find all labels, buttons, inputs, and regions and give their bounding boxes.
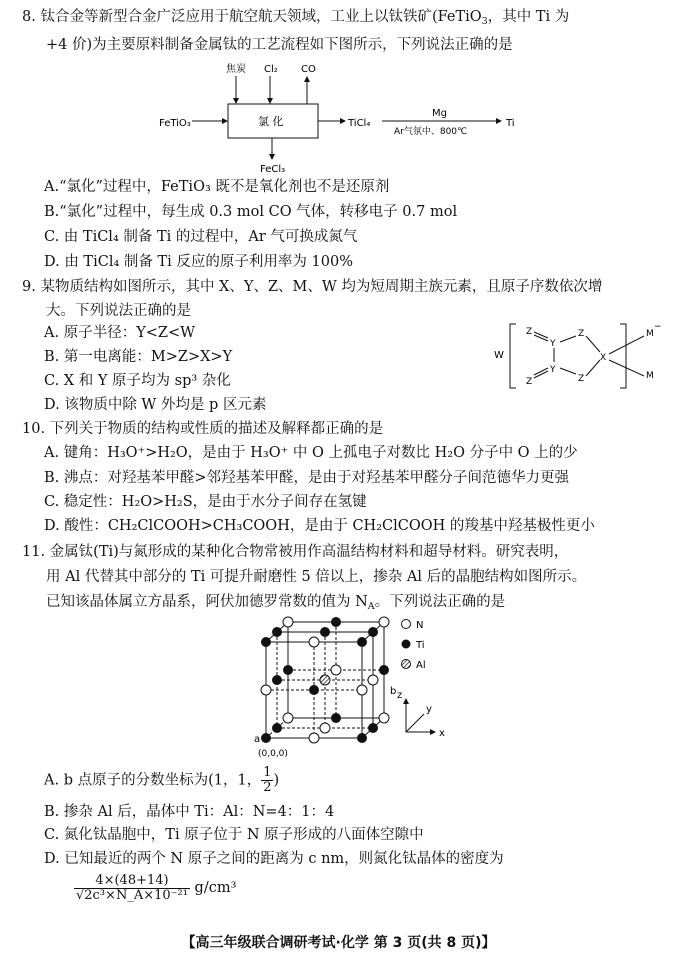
q9-option-d: D. 该物质中除 W 外均是 p 区元素	[44, 397, 267, 413]
q9-option-a: A. 原子半径：Y<Z<W	[44, 325, 196, 341]
y-label-top: Y	[550, 339, 556, 349]
ticl4-label: TiCl₄	[348, 118, 371, 129]
coke-label: 焦炭	[226, 64, 246, 75]
charge-label: −	[654, 322, 662, 332]
axis-x-label: x	[439, 728, 445, 739]
q8-stem-line2: +4 价)为主要原料制备金属钛的工艺流程如下图所示，下列说法正确的是	[46, 37, 513, 53]
q10-option-d: D. 酸性：CH₂ClCOOH>CH₃COOH，是由于 CH₂ClCOOH 的羧基中羟基极性更小	[44, 518, 595, 534]
q11-density-formula: $\frac{4\times(48+14)}{\text{√2c³×N\_A×10⁻²¹}}$ g/cm³	[76, 872, 237, 903]
q8-option-b: B.“氯化”过程中，每生成 0.3 mol CO 气体，转移电子 0.7 mol	[44, 204, 458, 220]
co-label: CO	[301, 64, 316, 75]
fecl3-label: FeCl₃	[260, 164, 286, 175]
y-label-bottom: Y	[550, 365, 556, 375]
q10-stem: 10. 下列关于物质的结构或性质的描述及解释都正确的是	[22, 421, 384, 437]
z-label-lower-right: Z	[578, 374, 585, 384]
q9-option-b: B. 第一电离能：M>Z>X>Y	[44, 349, 233, 365]
q10-option-a: A. 键角：H₃O⁺>H₂O，是由于 H₃O⁺ 中 O 上孤电子对数比 H₂O 分子中 O 上的少	[44, 445, 578, 461]
q10-option-c: C. 稳定性：H₂O>H₂S，是由于水分子间存在氢键	[44, 494, 367, 510]
q8-option-a: A.“氯化”过程中，FeTiO₃ 既不是氧化剂也不是还原剂	[44, 179, 390, 195]
cl2-label: Cl₂	[264, 64, 278, 75]
q11-stem-line2: 用 Al 代替其中部分的 Ti 可提升耐磨性 5 倍以上，掺杂 Al 后的晶胞结构如图所示。	[46, 569, 587, 585]
q11-option-c: C. 氮化钛晶胞中，Ti 原子位于 N 原子形成的八面体空隙中	[44, 827, 424, 843]
q8-flow-diagram	[150, 58, 530, 180]
x-label: X	[600, 353, 607, 363]
z-label-upper-right: Z	[578, 329, 585, 339]
point-a-label: a	[254, 734, 261, 745]
q9-option-c: C. X 和 Y 原子均为 sp³ 杂化	[44, 373, 231, 389]
axis-y-label: y	[426, 704, 432, 715]
q11-option-a: A. b 点原子的分数坐标为(1，1， $\frac{1}{2}$ )	[44, 765, 280, 795]
q8-option-c: C. 由 TiCl₄ 制备 Ti 的过程中，Ar 气可换成氮气	[44, 229, 358, 245]
m-label-top: M	[646, 329, 654, 339]
axis-z-label: z	[397, 690, 403, 701]
box-label: 氯 化	[258, 115, 284, 128]
ti-label: Ti	[506, 118, 515, 129]
q8-option-d: D. 由 TiCl₄ 制备 Ti 反应的原子利用率为 100%	[44, 254, 353, 270]
condition-label: Ar气氛中、800℃	[394, 127, 468, 137]
page-footer: 【高三年级联合调研考试·化学 第 3 页(共 8 页)】	[181, 935, 496, 951]
m-label-bottom: M	[646, 371, 654, 381]
q9-stem-line2: 大。下列说法正确的是	[46, 303, 191, 319]
point-b-label: b	[390, 686, 397, 697]
q11-option-b: B. 掺杂 Al 后，晶体中 Ti：Al：N=4：1：4	[44, 804, 335, 820]
q11-stem-line3: 已知该晶体属立方晶系，阿伏加德罗常数的值为 $N_A$。下列说法正确的是	[46, 594, 506, 612]
legend-ti: Ti	[416, 640, 425, 651]
q9-structure-diagram	[488, 316, 668, 396]
q11-stem-line1: 11. 金属钛(Ti)与氮形成的某种化合物常被用作高温结构材料和超导材料。研究表明，	[22, 544, 569, 560]
z-label-bottom: Z	[526, 377, 533, 387]
mg-label: Mg	[432, 108, 447, 119]
origin-label: (0,0,0)	[258, 749, 288, 759]
w-label: W	[494, 350, 504, 361]
legend-n: N	[416, 620, 424, 631]
feed-label: FeTiO₃	[159, 118, 191, 129]
q9-stem-line1: 9. 某物质结构如图所示，其中 X、Y、Z、M、W 均为短周期主族元素，且原子序数依次增	[22, 279, 603, 295]
q8-stem-line1: 8. 钛合金等新型合金广泛应用于航空航天领域，工业上以钛铁矿(FeTiO$_3$，其中 Ti 为	[22, 9, 570, 27]
z-label-top: Z	[526, 327, 533, 337]
q11-option-d: D. 已知最近的两个 N 原子之间的距离为 c nm，则氮化钛晶体的密度为	[44, 851, 504, 867]
q10-option-b: B. 沸点：对羟基苯甲醛>邻羟基苯甲醛，是由于对羟基苯甲醛分子间范德华力更强	[44, 470, 570, 486]
q11-crystal-cell	[236, 614, 476, 762]
legend-al: Al	[416, 660, 426, 671]
